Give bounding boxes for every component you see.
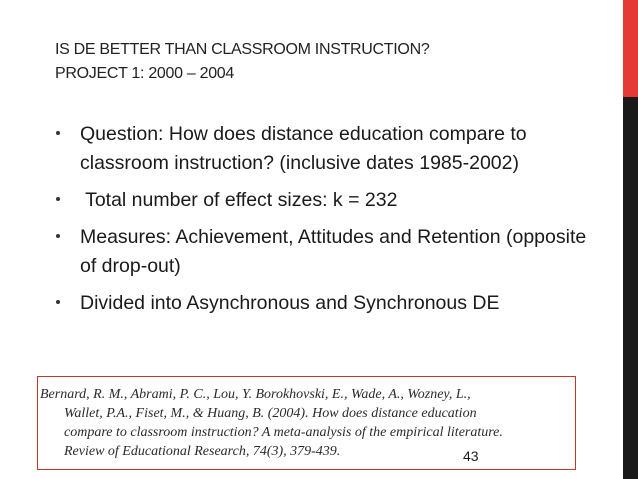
page-number: 43 xyxy=(463,448,479,464)
bullet-text: Total number of effect sizes: k = 232 xyxy=(80,189,398,211)
bullet-item xyxy=(50,120,590,178)
bullet-item xyxy=(50,186,590,215)
slide-title-line: PROJECT 1: 2000 – 2004 xyxy=(55,65,234,82)
bullet-dot-icon xyxy=(56,234,60,238)
citation-line: Bernard, R. M., Abrami, P. C., Lou, Y. Borokhovski, E., Wade, A., Wozney, L., xyxy=(40,387,471,402)
citation-line: compare to classroom instruction? A meta-analysis of the empirical literature. xyxy=(64,425,503,440)
bullet-dot-icon xyxy=(56,300,60,304)
bullet-dot-icon xyxy=(56,197,60,201)
slide-title-line: IS DE BETTER THAN CLASSROOM INSTRUCTION? xyxy=(55,41,430,58)
accent-bar-black xyxy=(623,97,638,479)
bullet-text: Divided into Asynchronous and Synchronous DE xyxy=(80,292,500,314)
bullet-item xyxy=(50,289,590,318)
bullet-text: Measures: Achievement, Attitudes and Retention (opposite of drop-out) xyxy=(80,226,587,277)
bullet-text: Question: How does distance education compare to classroom instruction? (inclusive dates 1985-2002) xyxy=(80,123,527,174)
bullet-item xyxy=(50,223,590,281)
slide-title xyxy=(55,38,575,86)
citation-box xyxy=(37,376,576,470)
accent-bar xyxy=(623,0,638,479)
citation-line: Wallet, P.A., Fiset, M., & Huang, B. (2004). How does distance education xyxy=(64,406,477,421)
accent-bar-red xyxy=(623,0,638,97)
bullet-dot-icon xyxy=(56,131,60,135)
citation-line: Review of Educational Research, 74(3), 379-439. xyxy=(64,444,341,459)
bullet-list xyxy=(50,120,590,326)
